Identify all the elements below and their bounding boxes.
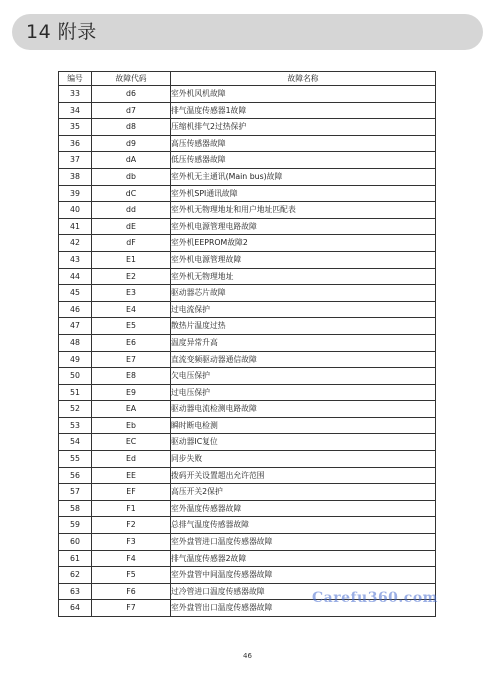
- fault-name: 过冷管进口温度传感器故障: [171, 583, 436, 600]
- fault-code: EA: [92, 401, 171, 418]
- row-number: 41: [59, 218, 92, 235]
- table-body: [59, 86, 436, 617]
- row-number: 45: [59, 285, 92, 302]
- table-row: [59, 401, 436, 418]
- fault-name: 室外机无物理地址和用户地址匹配表: [171, 202, 436, 219]
- fault-code: E6: [92, 334, 171, 351]
- row-number: 44: [59, 268, 92, 285]
- table-row: [59, 417, 436, 434]
- row-number: 40: [59, 202, 92, 219]
- row-number: 58: [59, 500, 92, 517]
- table-row: [59, 185, 436, 202]
- row-number: 49: [59, 351, 92, 368]
- fault-code: EF: [92, 484, 171, 501]
- fault-code: dC: [92, 185, 171, 202]
- header-number: 编号: [59, 72, 92, 86]
- fault-code: E5: [92, 318, 171, 335]
- fault-name: 驱动器IC复位: [171, 434, 436, 451]
- fault-code-table: [58, 71, 436, 617]
- table-row: [59, 467, 436, 484]
- page-number: 46: [243, 652, 252, 660]
- fault-name: 驱动器芯片故障: [171, 285, 436, 302]
- fault-name: 散热片温度过热: [171, 318, 436, 335]
- table-row: [59, 318, 436, 335]
- row-number: 55: [59, 451, 92, 468]
- table-row: [59, 218, 436, 235]
- table-row: [59, 517, 436, 534]
- row-number: 42: [59, 235, 92, 252]
- table-row: [59, 86, 436, 103]
- fault-code: F6: [92, 583, 171, 600]
- fault-code: F2: [92, 517, 171, 534]
- table-row: [59, 285, 436, 302]
- row-number: 62: [59, 567, 92, 584]
- fault-name: 同步失败: [171, 451, 436, 468]
- row-number: 36: [59, 135, 92, 152]
- fault-code: F4: [92, 550, 171, 567]
- row-number: 51: [59, 384, 92, 401]
- fault-name: 高压传感器故障: [171, 135, 436, 152]
- fault-name: 排气温度传感器2故障: [171, 550, 436, 567]
- fault-name: 室外机电源管理电路故障: [171, 218, 436, 235]
- table-row: [59, 484, 436, 501]
- fault-code: F1: [92, 500, 171, 517]
- row-number: 33: [59, 86, 92, 103]
- fault-code: E3: [92, 285, 171, 302]
- fault-code: E7: [92, 351, 171, 368]
- fault-name: 瞬时断电检测: [171, 417, 436, 434]
- fault-code: F3: [92, 534, 171, 551]
- table-row: [59, 102, 436, 119]
- row-number: 35: [59, 119, 92, 136]
- row-number: 57: [59, 484, 92, 501]
- row-number: 46: [59, 301, 92, 318]
- row-number: 64: [59, 600, 92, 617]
- fault-code: EC: [92, 434, 171, 451]
- fault-name: 室外盘管进口温度传感器故障: [171, 534, 436, 551]
- table-row: [59, 268, 436, 285]
- header-fault-name: 故障名称: [171, 72, 436, 86]
- table-row: [59, 334, 436, 351]
- table-row: [59, 434, 436, 451]
- fault-code: E2: [92, 268, 171, 285]
- table-row: [59, 251, 436, 268]
- row-number: 50: [59, 368, 92, 385]
- fault-code: d8: [92, 119, 171, 136]
- table-header-row: [59, 72, 436, 86]
- fault-name: 压缩机排气2过热保护: [171, 119, 436, 136]
- table-row: [59, 384, 436, 401]
- table-row: [59, 451, 436, 468]
- fault-name: 过电流保护: [171, 301, 436, 318]
- row-number: 56: [59, 467, 92, 484]
- row-number: 43: [59, 251, 92, 268]
- row-number: 63: [59, 583, 92, 600]
- table-row: [59, 202, 436, 219]
- fault-name: 室外盘管出口温度传感器故障: [171, 600, 436, 617]
- row-number: 38: [59, 168, 92, 185]
- table-row: [59, 500, 436, 517]
- row-number: 37: [59, 152, 92, 169]
- table-row: [59, 135, 436, 152]
- row-number: 61: [59, 550, 92, 567]
- fault-code: E8: [92, 368, 171, 385]
- fault-code: E4: [92, 301, 171, 318]
- row-number: 53: [59, 417, 92, 434]
- page-title: 14 附录: [26, 21, 97, 43]
- table-row: [59, 168, 436, 185]
- table-row: [59, 301, 436, 318]
- fault-code: EE: [92, 467, 171, 484]
- watermark: Carefu360.com: [312, 590, 438, 606]
- fault-name: 温度异常升高: [171, 334, 436, 351]
- fault-name: 室外机电源管理故障: [171, 251, 436, 268]
- fault-name: 室外机无主通讯(Main bus)故障: [171, 168, 436, 185]
- fault-name: 室外温度传感器故障: [171, 500, 436, 517]
- row-number: 48: [59, 334, 92, 351]
- table-row: [59, 351, 436, 368]
- fault-code: dd: [92, 202, 171, 219]
- fault-name: 欠电压保护: [171, 368, 436, 385]
- table-row: [59, 534, 436, 551]
- row-number: 52: [59, 401, 92, 418]
- fault-code: d6: [92, 86, 171, 103]
- fault-name: 高压开关2保护: [171, 484, 436, 501]
- fault-code: E1: [92, 251, 171, 268]
- fault-name: 室外盘管中间温度传感器故障: [171, 567, 436, 584]
- row-number: 60: [59, 534, 92, 551]
- fault-code: Eb: [92, 417, 171, 434]
- fault-name: 低压传感器故障: [171, 152, 436, 169]
- row-number: 47: [59, 318, 92, 335]
- row-number: 39: [59, 185, 92, 202]
- table-row: [59, 119, 436, 136]
- fault-code: F5: [92, 567, 171, 584]
- table-row: [59, 152, 436, 169]
- fault-name: 室外机SPI通讯故障: [171, 185, 436, 202]
- row-number: 34: [59, 102, 92, 119]
- table-row: [59, 550, 436, 567]
- fault-name: 排气温度传感器1故障: [171, 102, 436, 119]
- row-number: 59: [59, 517, 92, 534]
- header-fault-code: 故障代码: [92, 72, 171, 86]
- fault-name: 直流变频驱动器通信故障: [171, 351, 436, 368]
- fault-code: d9: [92, 135, 171, 152]
- fault-code: d7: [92, 102, 171, 119]
- table-row: [59, 235, 436, 252]
- fault-code: db: [92, 168, 171, 185]
- fault-name: 室外机风机故障: [171, 86, 436, 103]
- fault-code: dF: [92, 235, 171, 252]
- table-row: [59, 567, 436, 584]
- fault-code: dE: [92, 218, 171, 235]
- fault-name: 过电压保护: [171, 384, 436, 401]
- row-number: 54: [59, 434, 92, 451]
- table-row: [59, 368, 436, 385]
- fault-code: F7: [92, 600, 171, 617]
- fault-name: 室外机无物理地址: [171, 268, 436, 285]
- fault-name: 拨码开关设置超出允许范围: [171, 467, 436, 484]
- fault-name: 室外机EEPROM故障2: [171, 235, 436, 252]
- fault-code: Ed: [92, 451, 171, 468]
- fault-name: 总排气温度传感器故障: [171, 517, 436, 534]
- fault-name: 驱动器电流检测电路故障: [171, 401, 436, 418]
- fault-code: dA: [92, 152, 171, 169]
- fault-code: E9: [92, 384, 171, 401]
